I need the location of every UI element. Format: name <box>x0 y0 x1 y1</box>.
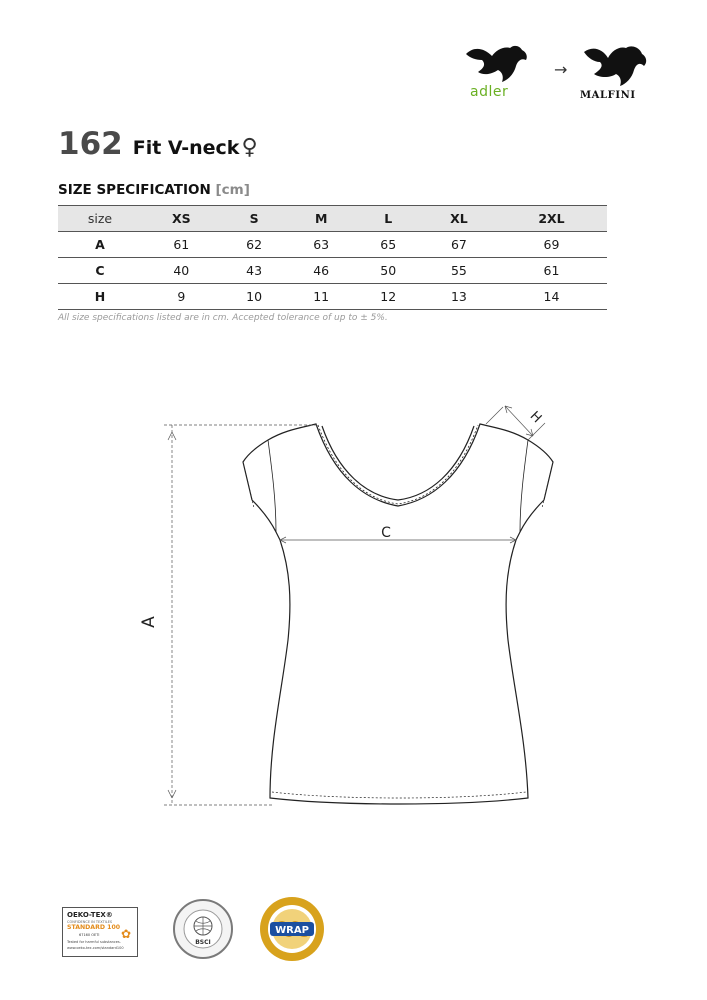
row-label: C <box>95 263 105 278</box>
table-cell: 65 <box>380 237 397 252</box>
header-size: XS <box>171 211 191 226</box>
bsci-label: BSCI <box>195 939 211 946</box>
table-cell: 61 <box>543 263 560 278</box>
tshirt-diagram <box>0 390 707 820</box>
wrap-label: WRAP <box>275 925 309 936</box>
label-a: A <box>139 616 159 628</box>
model-number: 162 <box>58 126 123 162</box>
table-cell: 62 <box>246 237 263 252</box>
table-cell: 50 <box>380 263 397 278</box>
female-icon: ♀ <box>241 135 258 160</box>
table-cell: 12 <box>380 289 397 304</box>
arrow-icon: → <box>554 60 568 79</box>
oeko-tex-logo <box>62 907 138 957</box>
brand-logos <box>462 40 662 110</box>
table-row <box>58 284 607 310</box>
header-size: S <box>249 211 259 226</box>
size-spec-unit: [cm] <box>215 182 250 198</box>
oeko-code: 67160 OETI <box>79 933 100 937</box>
oeko-subtitle: CONFIDENCE IN TEXTILES <box>67 920 113 924</box>
adler-logo <box>462 40 542 106</box>
table-cell: 55 <box>450 263 467 278</box>
table-cell: 43 <box>246 263 263 278</box>
oeko-tested-text: Tested for harmful substances. <box>67 940 121 944</box>
oeko-url-text: www.oeko-tex.com/standard100 <box>67 946 124 950</box>
label-c: C <box>381 525 391 541</box>
table-cell: 10 <box>246 289 263 304</box>
table-row <box>58 232 607 258</box>
row-label: A <box>95 237 105 252</box>
table-header-row <box>58 206 607 232</box>
header-size: 2XL <box>538 211 565 226</box>
header-size: L <box>384 211 393 226</box>
adler-wordmark: adler <box>470 84 509 100</box>
table-cell: 9 <box>177 289 186 304</box>
header-size: M <box>314 211 328 226</box>
table-cell: 14 <box>543 289 560 304</box>
bsci-logo <box>172 898 234 960</box>
table-cell: 13 <box>450 289 467 304</box>
model-name: Fit V-neck <box>132 137 240 159</box>
table-cell: 63 <box>313 237 330 252</box>
oeko-standard: STANDARD 100 <box>67 924 121 931</box>
row-label: H <box>94 289 106 304</box>
oeko-title: OEKO-TEX® <box>67 911 113 919</box>
label-h: H <box>526 408 545 427</box>
table-cell: 46 <box>313 263 330 278</box>
table-cell: 40 <box>173 263 190 278</box>
header-label: size <box>87 211 113 226</box>
page-title <box>58 126 258 162</box>
table-cell: 11 <box>313 289 330 304</box>
header-size: XL <box>450 211 468 226</box>
bsci-seal-icon <box>172 898 234 960</box>
eagle-icon <box>464 40 534 84</box>
flower-icon: ✿ <box>121 927 132 941</box>
table-cell: 69 <box>543 237 560 252</box>
measurement-guides <box>164 406 545 805</box>
table-cell: 61 <box>173 237 190 252</box>
wrap-seal-icon <box>258 893 326 965</box>
size-spec-title: SIZE SPECIFICATION <box>58 182 211 198</box>
malfini-logo <box>578 40 658 106</box>
table-cell: 67 <box>450 237 467 252</box>
malfini-wordmark: MALFINI <box>580 90 636 101</box>
tshirt-outline <box>243 424 553 804</box>
table-row <box>58 258 607 284</box>
size-table <box>58 205 607 310</box>
size-spec-heading <box>58 182 250 198</box>
eagle-icon <box>582 40 652 88</box>
wrap-logo <box>258 893 326 965</box>
tolerance-note: All size specifications listed are in cm. Accepted tolerance of up to ± 5%. <box>58 313 388 323</box>
